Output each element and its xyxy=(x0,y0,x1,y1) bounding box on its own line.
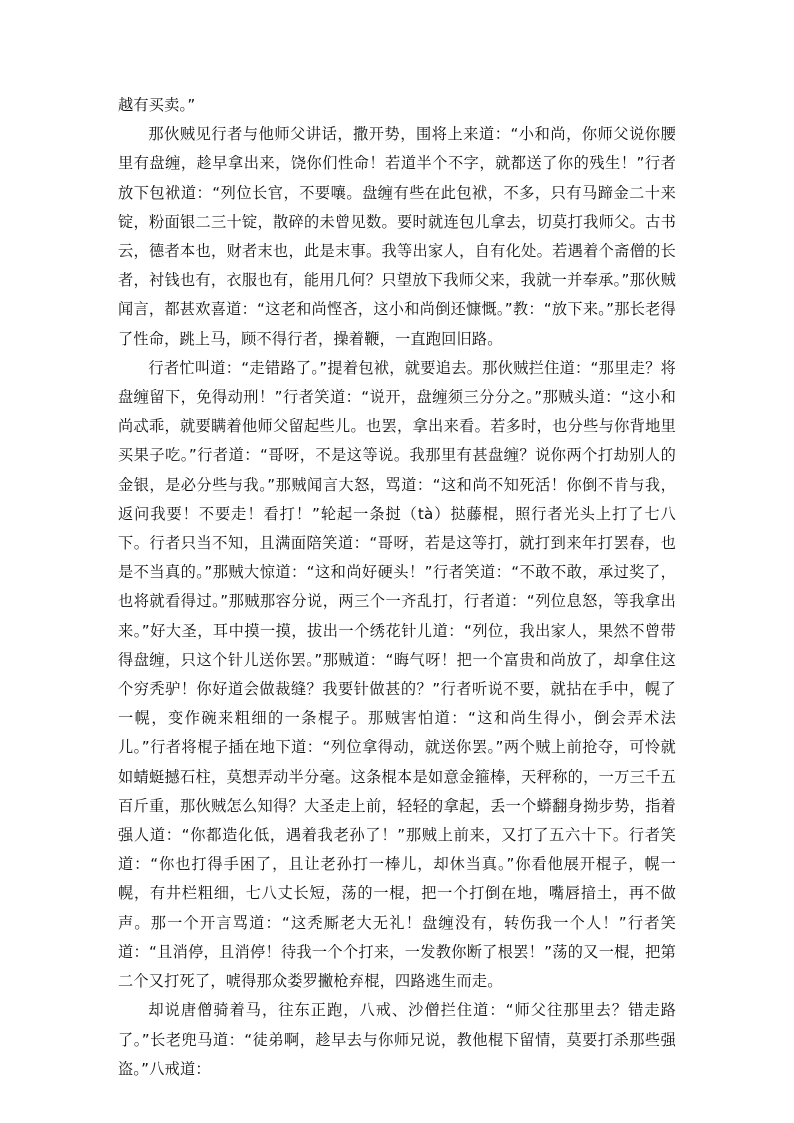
paragraph-4: 却说唐僧骑着马，往东正跑，八戒、沙僧拦住道：“师父往那里去？错走路了。”长老兜马道：“徒弟啊，趁早去与你师兄说，教他棍下留情，莫要打杀那些强盗。”八戒道： xyxy=(118,1001,676,1078)
document-page xyxy=(118,91,676,1084)
paragraph-3: 行者忙叫道：“走错路了。”提着包袱，就要追去。那伙贼拦住道：“那里走？将盘缠留下，免得动刑！”行者笑道：“说开，盘缠须三分分之。”那贼头道：“这小和尚忒乖，就要瞒着他师父留起些儿。也罢，拿出来看。若多时，也分些与你背地里买果子吃。”行者道：“哥呀，不是这等说。我那里有甚盘缠？说你两个打劫别人的金银，是必分些与我。”那贼闻言大怒，骂道：“这和尚不知死活！你倒不肯与我，返问我要！不要走！看打！”轮起一条挝（tà）挞藤棍，照行者光头上打了七八下。行者只当不知，且满面陪笑道：“哥呀，若是这等打，就打到来年打罢春，也是不当真的。”那贼大惊道：“这和尚好硬头！”行者笑道：“不敢不敢，承过奖了，也将就看得过。”那贼那容分说，两三个一齐乱打，行者道：“列位息怒，等我拿出来。”好大圣，耳中摸一摸，拔出一个绣花针儿道：“列位，我出家人，果然不曾带得盘缠，只这个针儿送你罢。”那贼道：“晦气呀！把一个富贵和尚放了，却拿住这个穷秃驴！你好道会做裁缝？我要针做甚的？”行者听说不要，就拈在手中，幌了一幌，变作碗来粗细的一条棍子。那贼害怕道：“这和尚生得小，倒会弄术法儿。”行者将棍子插在地下道：“列位拿得动，就送你罢。”两个贼上前抢夺，可怜就如蜻蜓撼石柱，莫想弄动半分毫。这条棍本是如意金箍棒，天秤称的，一万三千五百斤重，那伙贼怎么知得？大圣走上前，轻轻的拿起，丢一个蟒翻身拗步势，指着强人道：“你都造化低，遇着我老孙了！”那贼上前来，又打了五六十下。行者笑道：“你也打得手困了，且让老孙打一棒儿，却休当真。”你看他展开棍子，幌一幌，有井栏粗细，七八丈长短，荡的一棍，把一个打倒在地，嘴唇揞土，再不做声。那一个开言骂道：“这秃厮老大无礼！盘缠没有，转伤我一个人！”行者笑道：“且消停，且消停！待我一个个打来，一发教你断了根罢！”荡的又一棍，把第二个又打死了，唬得那众娄罗撇枪弃棍，四路逃生而走。 xyxy=(118,358,676,991)
paragraph-2: 那伙贼见行者与他师父讲话，撒开势，围将上来道：“小和尚，你师父说你腰里有盘缠，趁早拿出来，饶你们性命！若道半个不字，就都送了你的残生！”行者放下包袱道：“列位长官，不要嚷。盘缠有些在此包袱，不多，只有马蹄金二十来锭，粉面银二三十锭，散碎的未曾见数。要时就连包儿拿去，切莫打我师父。古书云，德者本也，财者末也，此是末事。我等出家人，自有化处。若遇着个斋僧的长者，衬钱也有，衣服也有，能用几何？只望放下我师父来，我就一并奉承。”那伙贼闻言，都甚欢喜道：“这老和尚悭吝，这小和尚倒还慷慨。”教：“放下来。”那长老得了性命，跳上马，顾不得行者，操着鞭，一直跑回旧路。 xyxy=(118,125,676,348)
paragraph-1: 越有买卖。” xyxy=(118,96,196,114)
